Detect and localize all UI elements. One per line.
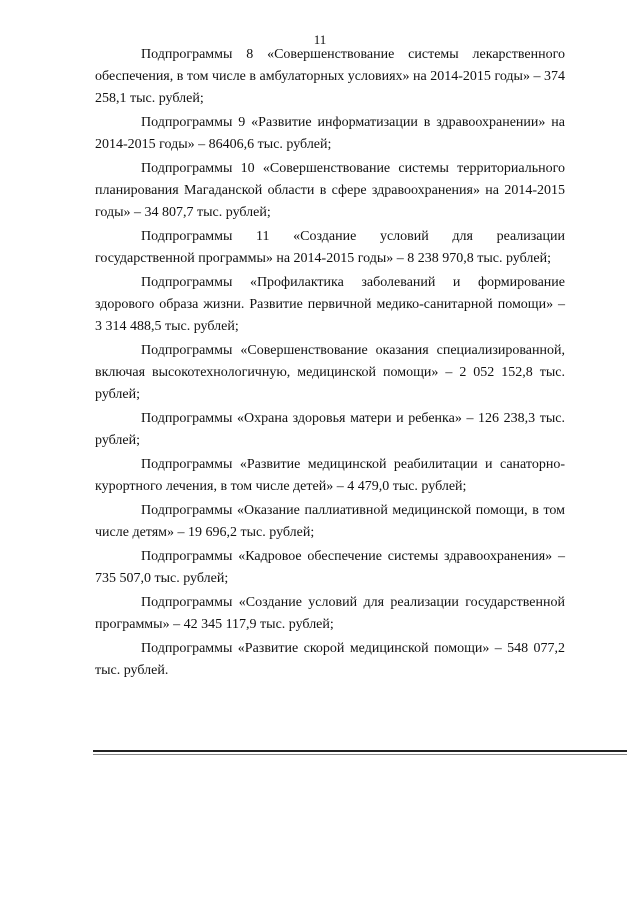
page-number: 11 xyxy=(313,32,327,47)
paragraph-subprogram-rehabilitation: Подпрограммы «Развитие медицинской реабилитации и санаторно-курортного лечения, в том числе детей» – 4 479,0 тыс. рублей; xyxy=(95,457,565,494)
bottom-divider-shadow xyxy=(93,754,627,755)
paragraph-subprogram-program-conditions: Подпрограммы «Создание условий для реализации государственной программы» – 42 345 117,9 тыс. рублей; xyxy=(95,595,565,632)
paragraph-subprogram-emergency-care: Подпрограммы «Развитие скорой медицинской помощи» – 548 077,2 тыс. рублей. xyxy=(95,641,565,678)
document-body xyxy=(95,44,565,684)
paragraph-subprogram-palliative-care: Подпрограммы «Оказание паллиативной медицинской помощи, в том числе детям» – 19 696,2 тыс. рублей; xyxy=(95,503,565,540)
paragraph-subprogram-11: Подпрограммы 11 «Создание условий для реализации государственной программы» на 2014-2015 годы» – 8 238 970,8 тыс. рублей; xyxy=(95,229,565,266)
paragraph-subprogram-9: Подпрограммы 9 «Развитие информатизации в здравоохранении» на 2014-2015 годы» – 86406,6 тыс. рублей; xyxy=(95,115,565,152)
bottom-divider xyxy=(93,750,627,752)
paragraph-subprogram-staffing: Подпрограммы «Кадровое обеспечение системы здравоохранения» – 735 507,0 тыс. рублей; xyxy=(95,549,565,586)
paragraph-subprogram-8: Подпрограммы 8 «Совершенствование системы лекарственного обеспечения, в том числе в амбулаторных условиях» на 2014-2015 годы» – 374 258,1 тыс. рублей; xyxy=(95,47,565,106)
paragraph-subprogram-specialized-care: Подпрограммы «Совершенствование оказания специализированной, включая высокотехнологичную, медицинской помощи» – 2 052 152,8 тыс. рублей; xyxy=(95,343,565,402)
paragraph-subprogram-maternal-health: Подпрограммы «Охрана здоровья матери и ребенка» – 126 238,3 тыс. рублей; xyxy=(95,411,565,448)
paragraph-subprogram-prevention: Подпрограммы «Профилактика заболеваний и формирование здорового образа жизни. Развитие первичной медико-санитарной помощи» – 3 314 488,5 тыс. рублей; xyxy=(95,275,565,334)
paragraph-subprogram-10: Подпрограммы 10 «Совершенствование системы территориального планирования Магаданской области в сфере здравоохранения» на 2014-2015 годы» – 34 807,7 тыс. рублей; xyxy=(95,161,565,220)
